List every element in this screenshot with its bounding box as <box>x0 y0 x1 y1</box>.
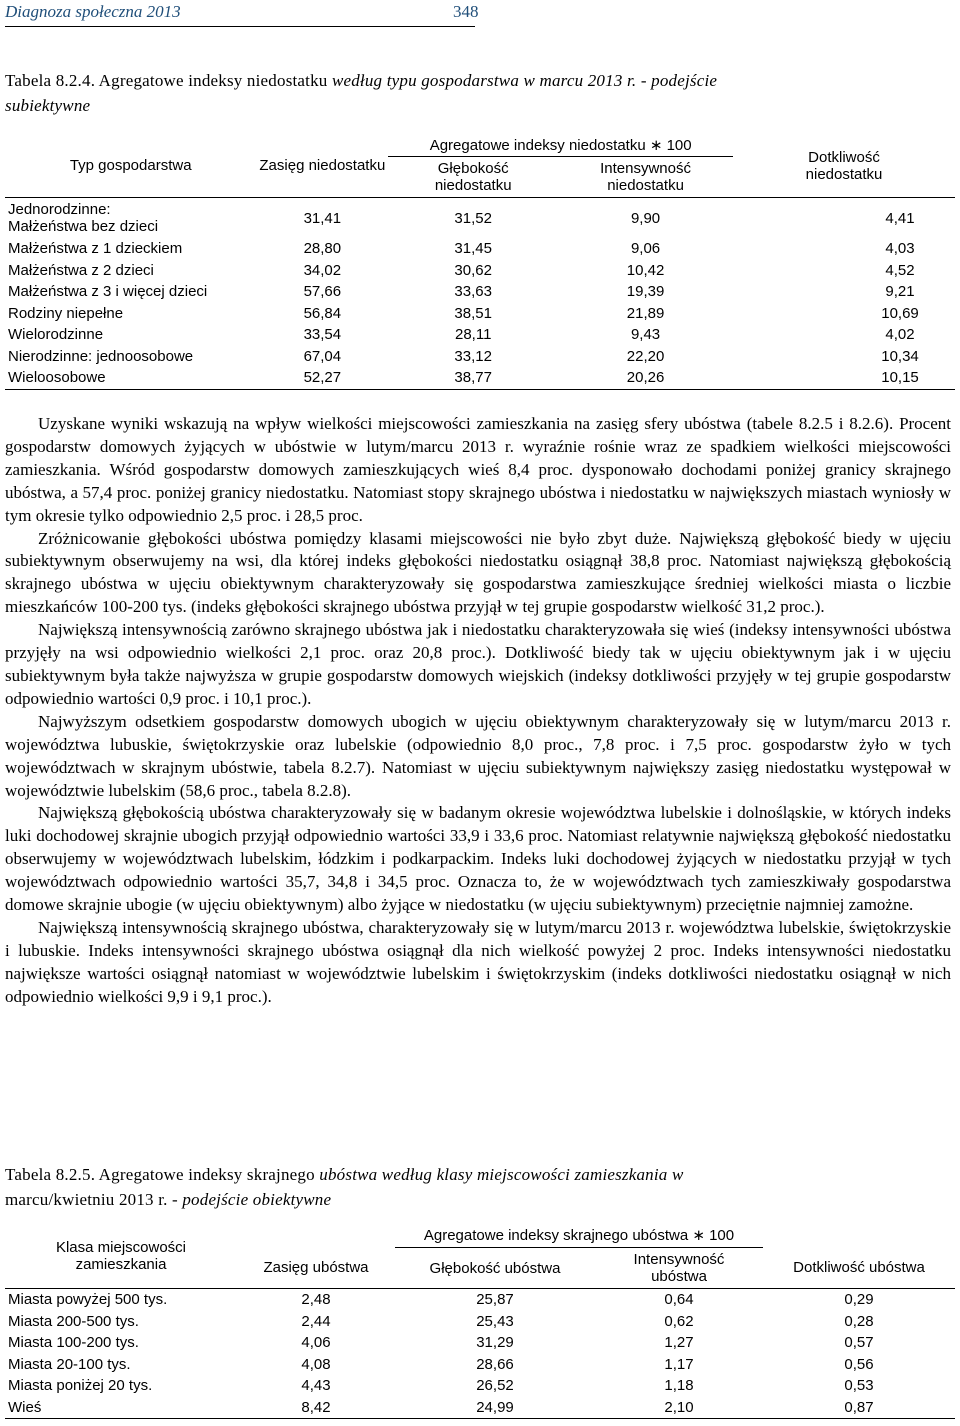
table-row <box>5 303 955 325</box>
cell: 10,15 <box>733 367 955 389</box>
cell: 4,02 <box>885 326 915 344</box>
cell: 67,04 <box>303 347 342 365</box>
cell: 1,27 <box>664 1334 694 1352</box>
table-row <box>5 1375 955 1397</box>
cell: 4,41 <box>733 198 955 239</box>
row-label: Miasta 20-100 tys. <box>8 1355 131 1373</box>
row-label: Małżeństwa z 1 dzieckiem <box>8 240 183 258</box>
paragraph: Zróżnicowanie głębokości ubóstwa pomiędzy klasami miejscowości nie było zbyt duże. Największą głębokość biedy w ujęciu subiektywnym obserwujemy na wsi, dla której indeks głębokości niedostatku osiągnął 38,8 proc. Natomiast największą głębokością skrajnego ubóstwa w ujęciu obiektywnym charakteryzowały się gospodarstwa zamieszkujące średniej wielkości miasta o liczbie mieszkańców 100-200 tys. (indeks głębokości skrajnego ubóstwa przyjął w tej grupie gospodarstw wielkość 31,2 proc.). <box>5 528 951 617</box>
cell: 0,28 <box>844 1312 874 1330</box>
caption-line2-italic: - podejście obiektywne <box>167 1190 332 1209</box>
table-row <box>5 281 955 303</box>
cell: 10,69 <box>881 304 919 322</box>
cell: 9,43 <box>630 326 661 344</box>
cell: 28,66 <box>476 1355 514 1373</box>
row-label: Miasta 100-200 tys. <box>8 1334 139 1352</box>
cell: 2,48 <box>237 1289 395 1311</box>
row-label: Jednorodzinne: Małżeństwa bez dzieci <box>5 198 256 239</box>
table-row <box>5 1289 955 1311</box>
caption-prefix: Tabela 8.2.5. Agregatowe indeksy skrajnego <box>5 1165 320 1184</box>
cell: 0,87 <box>763 1397 955 1419</box>
row-label: Rodziny niepełne <box>8 304 124 322</box>
col-range-header: Zasięg niedostatku <box>259 157 386 174</box>
cell: 4,06 <box>301 1334 331 1352</box>
row-label: Wieś <box>5 1397 237 1419</box>
col-depth-header: Głębokość ubóstwa <box>429 1259 561 1277</box>
cell: 0,64 <box>595 1289 763 1311</box>
col-group-header: Agregatowe indeksy niedostatku ∗ 100 <box>388 134 733 157</box>
cell: 2,44 <box>301 1312 331 1330</box>
row-label: Małżeństwa z 2 dzieci <box>8 261 154 279</box>
table-row <box>5 260 955 282</box>
table1 <box>5 134 955 390</box>
table-row <box>5 238 955 260</box>
row-label: Miasta poniżej 20 tys. <box>8 1377 153 1395</box>
cell: 33,54 <box>303 326 342 344</box>
caption-prefix: Tabela 8.2.4. Agregatowe indeksy niedostatku <box>5 71 332 90</box>
cell: 4,03 <box>885 240 915 258</box>
cell: 38,77 <box>388 367 558 389</box>
cell: 31,52 <box>388 198 558 239</box>
caption-italic: ubóstwa według klasy miejscowości zamieszkania w <box>319 1165 684 1184</box>
cell: 9,21 <box>885 283 915 301</box>
paragraph: Największą intensywnością zarówno skrajnego ubóstwa jak i niedostatku charakteryzowała się wieś (indeksy intensywności ubóstwa przyjęły na wsi odpowiednio wielkości 2,1 proc. oraz 20,8 proc.). Dotkliwość biedy tak w ujęciu obiektywnym jak i w ujęciu subiektywnym była także najwyższa w grupie gospodarstw domowych wiejskich (indeksy dotkliwości przyjęły w tej grupie gospodarstw odpowiednio wartości 0,9 proc. i 10,1 proc.). <box>5 620 951 708</box>
cell: 28,11 <box>454 326 492 344</box>
table-row <box>5 324 955 346</box>
cell: 1,17 <box>664 1355 694 1373</box>
table-row <box>5 367 955 389</box>
cell: 1,18 <box>664 1377 694 1395</box>
col-intensity-header: Intensywność ubóstwa <box>633 1251 725 1285</box>
cell: 34,02 <box>303 261 342 279</box>
table-row <box>5 1332 955 1354</box>
col-intensity-header: Intensywność niedostatku <box>600 160 691 194</box>
col-severity-header: Dotkliwość niedostatku <box>805 148 883 183</box>
cell: 10,42 <box>626 261 665 279</box>
caption-line2: marcu/kwietniu 2013 r. <box>5 1190 168 1209</box>
col-range-header: Zasięg ubóstwa <box>263 1259 369 1276</box>
cell: 4,43 <box>301 1377 331 1395</box>
cell: 9,90 <box>558 198 733 239</box>
cell: 10,34 <box>881 347 919 365</box>
cell: 0,56 <box>844 1355 874 1373</box>
page-header <box>5 2 479 27</box>
col-type-header: Typ gospodarstwa <box>69 157 192 174</box>
cell: 28,80 <box>303 240 342 258</box>
cell: 2,10 <box>595 1397 763 1419</box>
paragraph: Największą głębokością ubóstwa charakteryzowały się w badanym okresie województwa lubelskie i dolnośląskie, w których indeks luki dochodowej skrajnie ubogich przyjął odpowiednio wartości 33,9 i 33,6 proc. Natomiast relatywnie największą głębokość niedostatku obserwujemy w województwach lubelskim, łódzkim i podkarpackim. Indeks luki dochodowej żyjących w niedostatku przyjął w tych województwach odpowiednio wartości 35,7, 34,8 i 34,5 proc. Oznacza to, że w województwach tych zamieszkiwały gospodarstwa domowe skrajnie ubogie (w ujęciu obiektywnym) albo żyjące w niedostatku (w ujęciu subiektywnym) przeciętnie najmniej zamożne. <box>5 803 951 915</box>
caption-line2: subiektywne <box>5 96 91 115</box>
cell: 19,39 <box>626 283 665 301</box>
cell: 31,45 <box>454 240 492 258</box>
cell: 21,89 <box>626 304 665 322</box>
row-label: Nierodzinne: jednoosobowe <box>8 347 194 365</box>
col-severity-header: Dotkliwość ubóstwa <box>793 1259 925 1276</box>
cell: 56,84 <box>303 304 342 322</box>
cell: 0,29 <box>763 1289 955 1311</box>
cell: 4,52 <box>885 261 915 279</box>
col-class-header: Klasa miejscowości zamieszkania <box>55 1238 187 1273</box>
table-row <box>5 346 955 368</box>
paragraph: Najwyższym odsetkiem gospodarstw domowych ubogich w ujęciu obiektywnym charakteryzowały się w lutym/marcu 2013 r. województwa lubuskie, świętokrzyskie oraz lubelskie (odpowiednio 8,0 proc., 7,8 proc. i 7,5 proc. gospodarstw żyło w tych województwach w skrajnym ubóstwie, tabela 8.2.7). Natomiast w ujęciu subiektywnym największy zasięg niedostatku występował w województwie lubelskim (58,6 proc., tabela 8.2.8). <box>5 711 951 800</box>
cell: 20,26 <box>558 367 733 389</box>
cell: 25,43 <box>476 1312 514 1330</box>
table-row <box>5 1311 955 1333</box>
cell: 38,51 <box>454 304 492 322</box>
cell: 57,66 <box>303 283 342 301</box>
cell: 33,12 <box>454 347 492 365</box>
table1-caption <box>5 68 950 118</box>
row-label: Miasta powyżej 500 tys. <box>5 1289 237 1311</box>
row-label: Małżeństwa z 3 i więcej dzieci <box>8 283 208 301</box>
row-label: Miasta 200-500 tys. <box>8 1312 139 1330</box>
body-text <box>5 413 951 1009</box>
cell: 4,08 <box>301 1355 331 1373</box>
cell: 31,29 <box>476 1334 514 1352</box>
table-row <box>5 1397 955 1419</box>
cell: 52,27 <box>256 367 388 389</box>
col-group-header: Agregatowe indeksy skrajnego ubóstwa ∗ 100 <box>395 1223 763 1248</box>
cell: 9,06 <box>630 240 661 258</box>
row-label: Wielorodzinne <box>8 326 104 344</box>
paragraph: Największą intensywnością skrajnego ubóstwa, charakteryzowały się w lutym/marcu 2013 r. województwa lubelskie, świętokrzyskie i lubuskie. Indeks intensywności skrajnego ubóstwa osiągnął dla nich wielkość powyżej 2 proc. Indeks intensywności niedostatku największe wartości osiągnął natomiast w województwie lubelskim i świętokrzyskim (indeks dotkliwości niedostatku osiągnął w nich odpowiednio wielkości 9,9 i 9,1 proc.). <box>5 917 951 1006</box>
cell: 30,62 <box>454 261 492 279</box>
table2 <box>5 1223 955 1419</box>
cell: 26,52 <box>476 1377 514 1395</box>
cell: 0,62 <box>664 1312 694 1330</box>
paragraph: Uzyskane wyniki wskazują na wpływ wielkości miejscowości zamieszkania na zasięg sfery ubóstwa (tabele 8.2.5 i 8.2.6). Procent gospodarstw domowych żyjących w ubóstwie w lutym/marcu 2013 r. wyraźnie rośnie wraz ze spadkiem wielkości miejscowości zamieszkania. Wśród gospodarstw domowych zamieszkujących wieś 8,4 proc. dysponowało dochodami poniżej granicy skrajnego ubóstwa, a 57,4 proc. poniżej granicy niedostatku. Natomiast stopy skrajnego ubóstwa i niedostatku w największych miastach wyniosły w tym okresie tylko odpowiednio 2,5 proc. i 28,5 proc. <box>5 414 951 525</box>
cell: 0,57 <box>844 1334 874 1352</box>
cell: 25,87 <box>395 1289 595 1311</box>
col-depth-header: Głębokość niedostatku <box>434 160 512 194</box>
running-title: Diagnoza społeczna 2013 <box>5 2 181 21</box>
cell: 33,63 <box>454 283 492 301</box>
row-label: Wieloosobowe <box>5 367 256 389</box>
cell: 24,99 <box>395 1397 595 1419</box>
cell: 31,41 <box>256 198 388 239</box>
table-row <box>5 198 955 239</box>
cell: 0,53 <box>844 1377 874 1395</box>
table2-caption <box>5 1162 950 1212</box>
cell: 8,42 <box>237 1397 395 1419</box>
cell: 22,20 <box>626 347 665 365</box>
table-row <box>5 1354 955 1376</box>
caption-italic: według typu gospodarstwa w marcu 2013 r. - podejście <box>331 71 718 90</box>
page-number: 348 <box>453 2 479 21</box>
